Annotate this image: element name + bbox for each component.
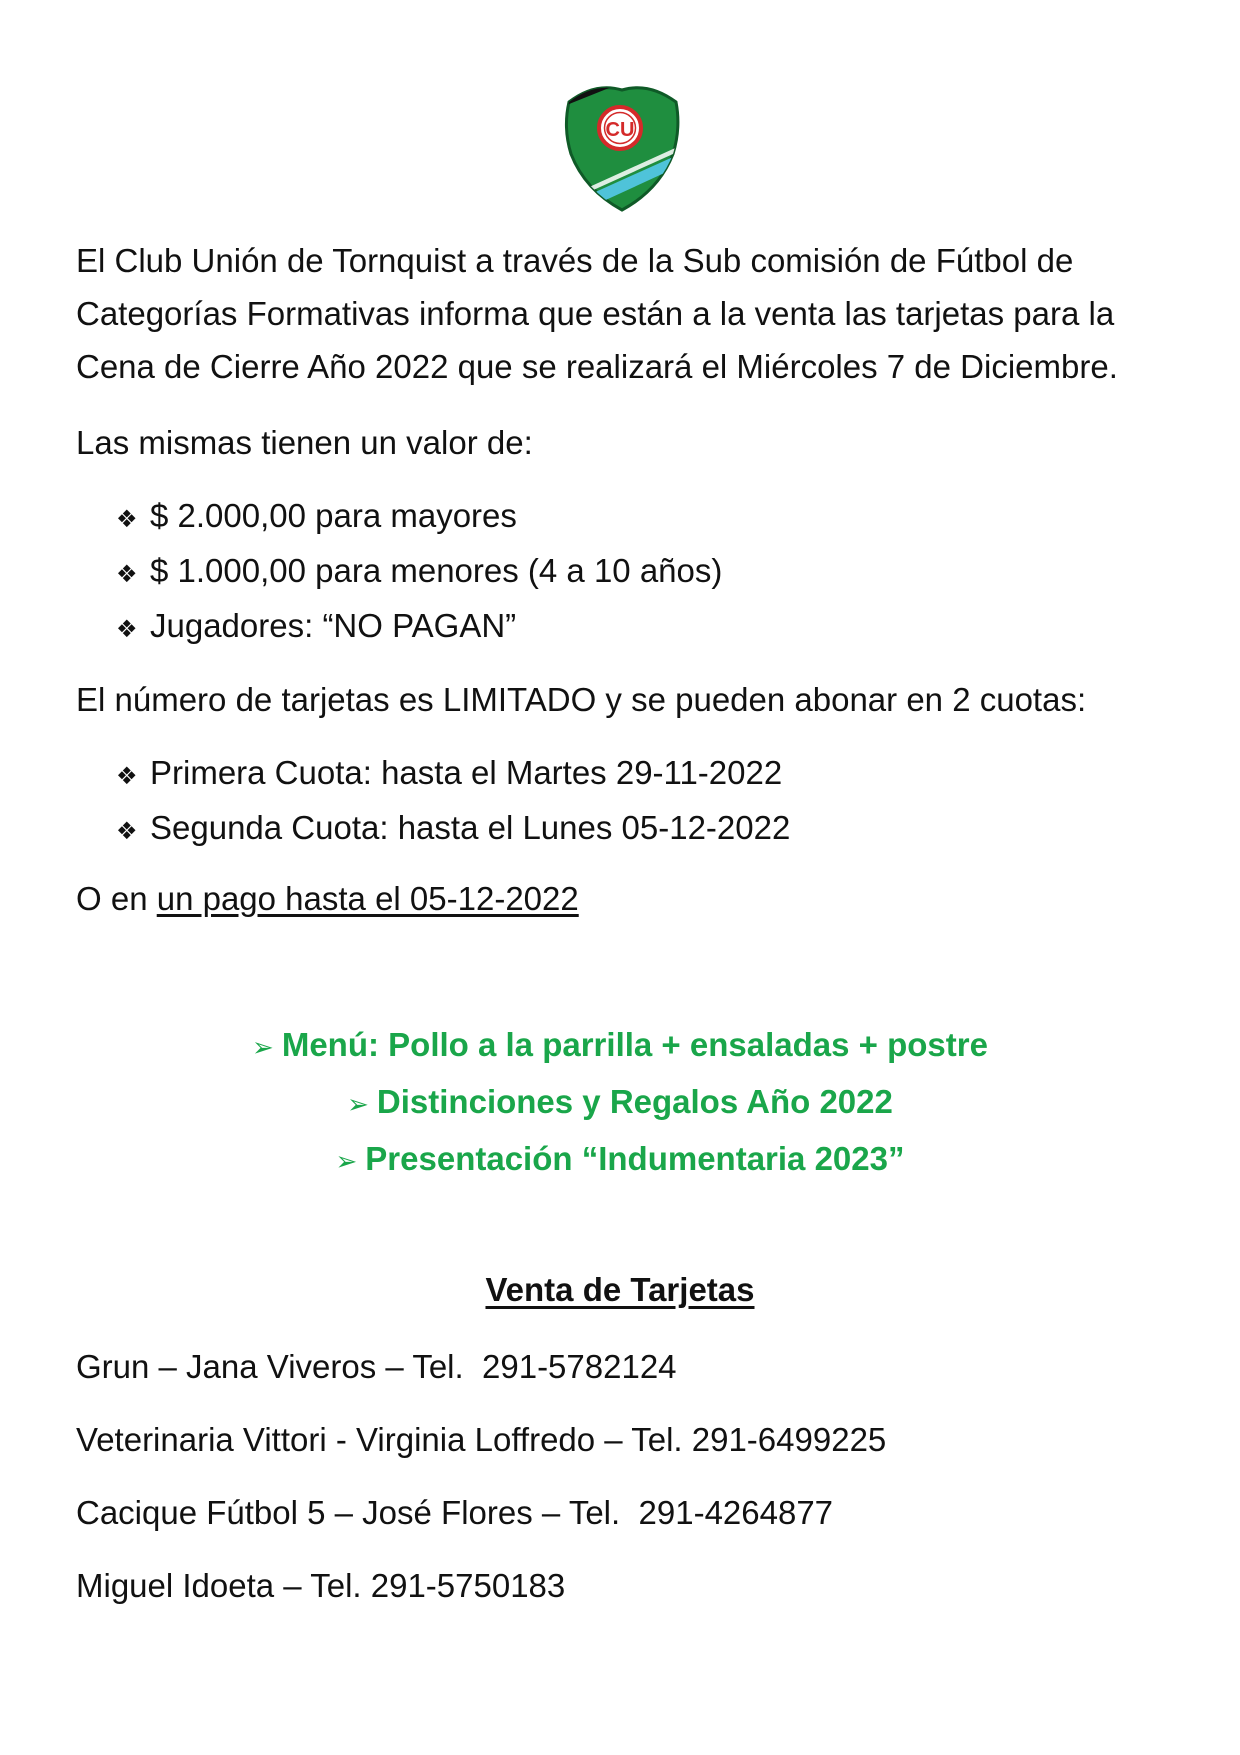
first-installment: Primera Cuota: hasta el Martes 29-11-2022 [150,754,783,791]
highlight-awards: Distinciones y Regalos Año 2022 [376,1083,893,1120]
price-minors: $ 1.000,00 para menores (4 a 10 años) [150,552,723,589]
event-highlights [0,1018,1240,1189]
installments-intro-line: El número de tarjetas es LIMITADO y se pueden abonar en 2 cuotas: [76,681,1087,718]
highlight-menu: Menú: Pollo a la parrilla + ensaladas + postre [281,1026,988,1063]
list-item [0,1075,1240,1132]
single-payment-prefix: O en [76,880,157,917]
arrow-bullet-icon: ➢ [347,1090,369,1120]
list-item [0,1018,1240,1075]
second-installment: Segunda Cuota: hasta el Lunes 05-12-2022 [150,809,791,846]
diamond-bullet-icon: ❖ [116,817,138,845]
contact-line: Veterinaria Vittori - Virginia Loffredo – Tel. 291-6499225 [76,1421,887,1458]
diamond-bullet-icon: ❖ [116,615,138,643]
list-item [116,747,1116,802]
list-item [116,545,1116,600]
price-adults: $ 2.000,00 para mayores [150,497,517,534]
club-shield-logo [561,76,684,212]
list-item [116,600,1116,655]
logo-lettering: CU [605,119,635,141]
list-item [116,490,1116,545]
list-item [116,802,1116,857]
list-item [0,1132,1240,1189]
diamond-bullet-icon: ❖ [116,505,138,533]
price-players: Jugadores: “NO PAGAN” [150,607,517,644]
highlight-apparel: Presentación “Indumentaria 2023” [365,1140,905,1177]
single-payment-deadline: un pago hasta el 05-12-2022 [156,880,579,917]
diamond-bullet-icon: ❖ [116,762,138,790]
diamond-bullet-icon: ❖ [116,560,138,588]
contact-line: Cacique Fútbol 5 – José Flores – Tel. 291-4264877 [76,1494,834,1531]
arrow-bullet-icon: ➢ [252,1033,274,1063]
contact-line: Miguel Idoeta – Tel. 291-5750183 [76,1567,566,1604]
intro-paragraph: El Club Unión de Tornquist a través de la Sub comisión de Fútbol de Categorías Formativas informa que están a la venta las tarjetas para la Cena de Cierre Año 2022 que se realizará el Miércoles 7 de Diciembre. [76,242,1118,385]
price-list [116,490,1116,655]
price-intro-line: Las mismas tienen un valor de: [76,424,533,461]
contact-line: Grun – Jana Viveros – Tel. 291-5782124 [76,1348,677,1385]
arrow-bullet-icon: ➢ [335,1147,358,1177]
installment-list [116,747,1116,857]
sales-points-heading: Venta de Tarjetas [485,1271,755,1308]
single-payment-line [76,872,1186,925]
